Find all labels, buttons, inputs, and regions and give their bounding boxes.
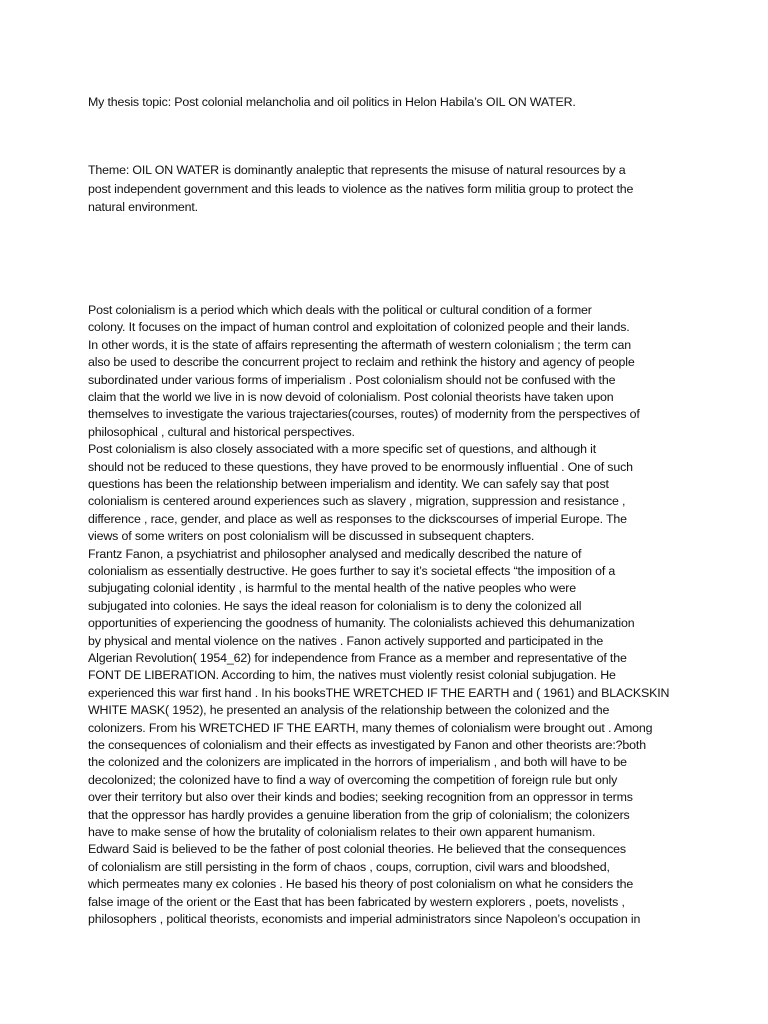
- body-line: colony. It focuses on the impact of human control and exploitation of colonized people and their lands.: [88, 320, 630, 335]
- body-line: over their territory but also over their kinds and bodies; seeking recognition from an oppressor in terms: [88, 790, 633, 805]
- body-line: colonizers. From his WRETCHED IF THE EARTH, many themes of colonialism were brought out . Among: [88, 720, 653, 735]
- body-line: Post colonialism is also closely associated with a more specific set of questions, and although it: [88, 442, 597, 457]
- body-line: Algerian Revolution( 1954_62) for independence from France as a member and representative of the: [88, 651, 627, 665]
- thesis-topic-line: My thesis topic: Post colonial melancholia and oil politics in Helon Habila’s OIL ON WATER.: [88, 95, 576, 109]
- body-line: In other words, it is the state of affairs representing the aftermath of western colonialism ; the term can: [88, 337, 631, 352]
- body-line: colonialism as essentially destructive. He goes further to say it’s societal effects “the imposition of a: [88, 564, 616, 578]
- body-line: themselves to investigate the various trajectaries(courses, routes) of modernity from the perspectives of: [88, 407, 640, 422]
- body-line: subjugated into colonies. He says the ideal reason for colonialism is to deny the colonized all: [88, 598, 582, 613]
- body-line: false image of the orient or the East that has been fabricated by western explorers , poets, novelists ,: [88, 894, 625, 909]
- body-line: subjugating colonial identity , is harmful to the mental health of the native peoples who were: [88, 581, 577, 596]
- body-line: subordinated under various forms of imperialism . Post colonialism should not be confused with the: [88, 372, 616, 387]
- body-line: views of some writers on post colonialism will be discussed in subsequent chapters.: [88, 529, 535, 544]
- body-line: colonialism is centered around experiences such as slavery , migration, suppression and resistance ,: [88, 494, 626, 509]
- body-line: that the oppressor has hardly provides a genuine liberation from the grip of colonialism; the colonizers: [88, 807, 630, 822]
- theme-line: Theme: OIL ON WATER is dominantly analeptic that represents the misuse of natural resources by a: [88, 163, 626, 177]
- body-line: also be used to describe the concurrent project to reclaim and rethink the history and agency of people: [88, 355, 635, 370]
- body-line: by physical and mental violence on the natives . Fanon actively supported and participated in the: [88, 633, 604, 648]
- body-line: the consequences of colonialism and their effects as investigated by Fanon and other theorists are:?both: [88, 738, 646, 752]
- body-line: philosophical , cultural and historical perspectives.: [88, 424, 355, 439]
- theme-line: post independent government and this leads to violence as the natives form militia group to protect the: [88, 181, 634, 196]
- body-line: WHITE MASK( 1952), he presented an analysis of the relationship between the colonized and the: [88, 703, 610, 718]
- body-line: Post colonialism is a period which which deals with the political or cultural condition of a former: [88, 303, 592, 317]
- body-line: experienced this war first hand . In his booksTHE WRETCHED IF THE EARTH and ( 1961) and BLACKSKIN: [88, 685, 670, 700]
- body-line: FONT DE LIBERATION. According to him, the natives must violently resist colonial subjugation. He: [88, 668, 616, 683]
- body-line: claim that the world we live in is now devoid of colonialism. Post colonial theorists have taken upon: [88, 390, 614, 404]
- body-line: of colonialism are still persisting in the form of chaos , coups, corruption, civil wars and bloodshed,: [88, 859, 610, 874]
- body-line: opportunities of experiencing the goodness of humanity. The colonialists achieved this dehumanization: [88, 616, 635, 631]
- body-line: Edward Said is believed to be the father of post colonial theories. He believed that the consequences: [88, 842, 626, 857]
- body-line: the colonized and the colonizers are implicated in the horrors of imperialism , and both will have to be: [88, 755, 627, 770]
- body-line: Frantz Fanon, a psychiatrist and philosopher analysed and medically described the nature of: [88, 546, 582, 561]
- body-line: questions has been the relationship between imperialism and identity. We can safely say that post: [88, 477, 609, 491]
- body-line: which permeates many ex colonies . He based his theory of post colonialism on what he considers the: [88, 877, 634, 892]
- theme-line: natural environment.: [88, 200, 198, 214]
- body-line: philosophers , political theorists, economists and imperial administrators since Napoleon’s occupation in: [88, 912, 641, 926]
- body-line: have to make sense of how the brutality of colonialism relates to their own apparent humanism.: [88, 825, 596, 839]
- body-line: decolonized; the colonized have to find a way of overcoming the competition of foreign rule but only: [88, 772, 618, 787]
- body-line: difference , race, gender, and place as well as responses to the dickscourses of imperial Europe. The: [88, 511, 627, 526]
- body-line: should not be reduced to these questions, they have proved to be enormously influential . One of such: [88, 459, 633, 474]
